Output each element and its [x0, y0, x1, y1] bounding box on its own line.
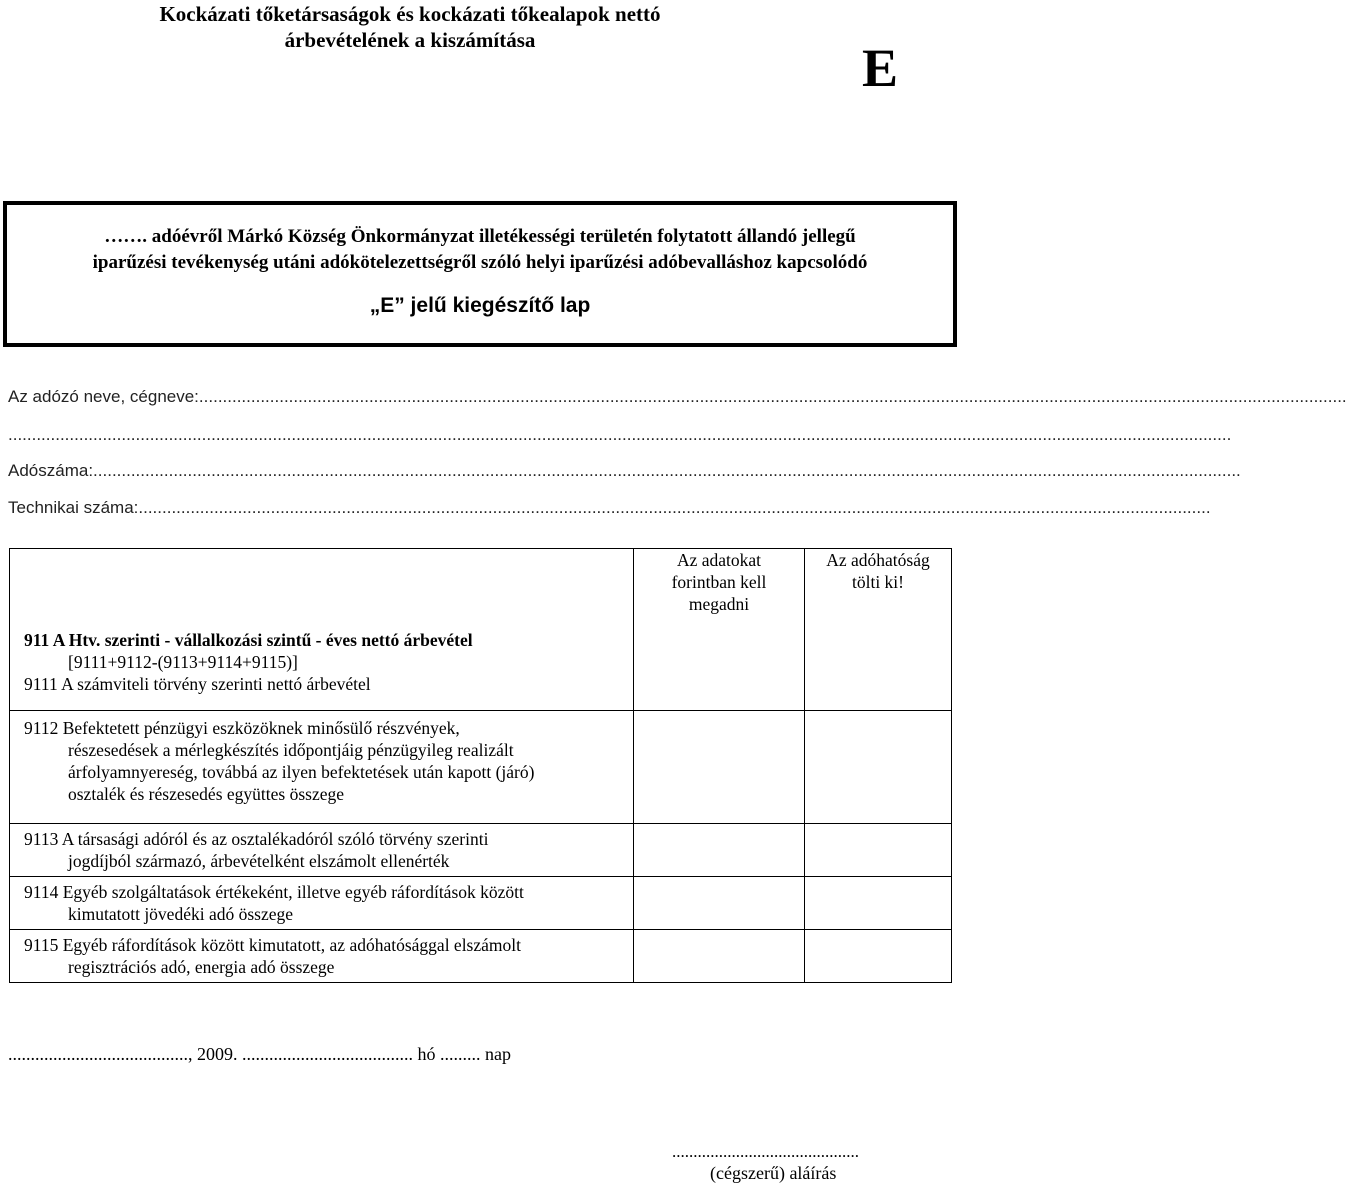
frame-line2: iparűzési tevékenység utáni adókötelezettségről szóló helyi iparűzési adóbevalláshoz kapcsolódó	[92, 252, 868, 273]
form-title-line2: árbevételének a kiszámítása	[284, 28, 536, 52]
authority-column-header	[805, 549, 952, 711]
form-letter: E	[862, 38, 899, 98]
technical-number-label: Technikai száma:	[8, 498, 139, 517]
row-9112-line4: osztalék és részesedés együttes összege	[68, 784, 345, 804]
amount-column-header[interactable]	[634, 549, 805, 711]
date-line[interactable]: ........................................, 2009. ...................................... hó ......... nap	[8, 1044, 511, 1064]
tax-number-field[interactable]	[8, 460, 1241, 482]
taxpayer-name-label: Az adózó neve, cégneve:	[8, 387, 199, 406]
tax-number-label: Adószáma:	[8, 461, 94, 480]
row-9115-description	[10, 930, 634, 983]
frame-line1: ……. adóévről Márkó Község Önkormányzat illetékességi területén folytatott állandó jellegű	[104, 226, 856, 247]
row-9111-label: 9111 A számviteli törvény szerinti nettó árbevétel	[24, 674, 371, 694]
authority-header-text: Az adóhatóság tölti ki!	[826, 550, 930, 592]
row-9114-amount-cell[interactable]	[634, 877, 805, 930]
row-9115-line1: 9115 Egyéb ráfordítások között kimutatott, az adóhatósággal elszámolt	[24, 935, 521, 955]
row-9112-description	[10, 711, 634, 824]
technical-number-dots: ...................................................................................................................................................................................................................................	[138, 498, 1211, 517]
row-911-code: 911 A Htv. szerinti - vállalkozási szintű - éves nettó árbevétel	[24, 630, 473, 650]
row-9115-authority-cell	[805, 930, 952, 983]
table-row	[10, 930, 952, 983]
continuation-dots: ...................................................................................................................................................................................................................................................................	[8, 425, 1232, 444]
taxpayer-name-continuation[interactable]	[8, 424, 1232, 446]
frame-subtitle: „E” jelű kiegészítő lap	[369, 294, 591, 317]
row-9112-line3: árfolyamnyereség, továbbá az ilyen befektetések után kapott (járó)	[68, 762, 535, 782]
table-row	[10, 877, 952, 930]
revenue-table	[9, 548, 952, 983]
row-9112-line1: 9112 Befektetett pénzügyi eszközöknek minősülő részvények,	[24, 718, 460, 738]
row-9115-line2: regisztrációs adó, energia adó összege	[68, 957, 335, 977]
signature-dots[interactable]: ............................................	[672, 1142, 859, 1161]
row-9112-authority-cell	[805, 711, 952, 824]
table-row	[10, 824, 952, 877]
row-911-description	[10, 549, 634, 711]
taxpayer-name-dots: ...................................................................................................................................................................................................................................................	[198, 387, 1347, 406]
row-9114-line1: 9114 Egyéb szolgáltatások értékeként, illetve egyéb ráfordítások között	[24, 882, 524, 902]
row-9114-description	[10, 877, 634, 930]
taxpayer-name-field[interactable]	[8, 386, 1347, 408]
amount-header-text: Az adatokat forintban kell megadni	[671, 550, 767, 614]
header-frame	[3, 201, 957, 347]
table-row	[10, 711, 952, 824]
tax-number-dots: ...................................................................................................................................................................................................................................................	[93, 461, 1241, 480]
row-9113-amount-cell[interactable]	[634, 824, 805, 877]
row-9113-authority-cell	[805, 824, 952, 877]
form-title-line1: Kockázati tőketársaságok és kockázati tőkealapok nettó	[159, 2, 661, 26]
row-9113-line2: jogdíjból származó, árbevételként elszámolt ellenérték	[68, 851, 450, 871]
row-9112-line2: részesedések a mérlegkészítés időpontjáig pénzügyileg realizált	[68, 740, 514, 760]
row-9113-description	[10, 824, 634, 877]
signature-label: (cégszerű) aláírás	[710, 1163, 837, 1183]
row-9114-line2: kimutatott jövedéki adó összege	[68, 904, 294, 924]
row-9114-authority-cell	[805, 877, 952, 930]
row-9112-amount-cell[interactable]	[634, 711, 805, 824]
row-911-formula: [9111+9112-(9113+9114+9115)]	[68, 652, 298, 672]
technical-number-field[interactable]	[8, 497, 1211, 519]
row-9115-amount-cell[interactable]	[634, 930, 805, 983]
table-row	[10, 549, 952, 711]
row-9113-line1: 9113 A társasági adóról és az osztalékadóról szóló törvény szerinti	[24, 829, 489, 849]
